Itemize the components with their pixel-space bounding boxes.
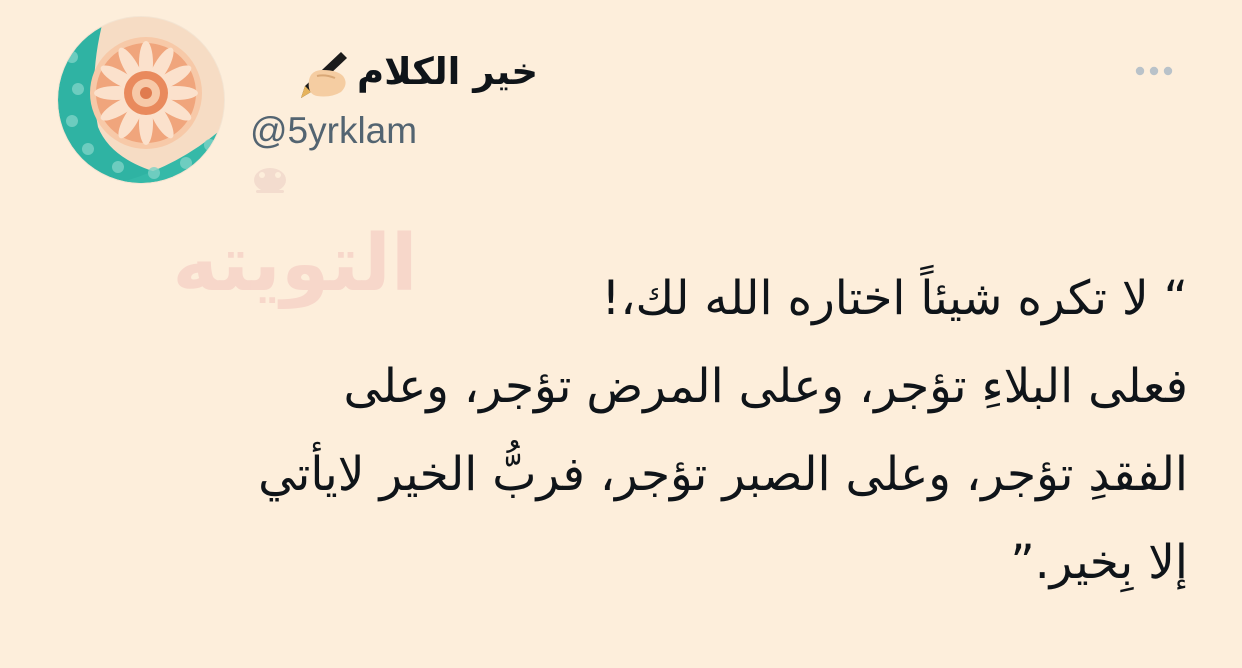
mandala-avatar-icon (58, 17, 224, 183)
tweet-text-line: “ لا تكره شيئاً اختاره الله لك،! (601, 271, 1188, 326)
writing-hand-icon (291, 46, 351, 102)
display-name[interactable] (248, 42, 538, 102)
user-handle[interactable]: @5yrklam (250, 110, 418, 151)
svg-text:التويته: التويته (172, 219, 418, 309)
tweet-text-line: إلا بِخير.” (1010, 535, 1188, 590)
tweet-text-line: الفقدِ تؤجر، وعلى الصبر تؤجر، فربُّ الخير لايأتي (258, 447, 1188, 502)
more-options-icon (1126, 54, 1182, 88)
tweet-text (62, 255, 1188, 607)
display-name-text: خير الكلام (357, 50, 538, 93)
tweet-text-line: فعلى البلاءِ تؤجر، وعلى المرض تؤجر، وعلى (343, 359, 1188, 414)
more-options-button[interactable] (1126, 54, 1182, 88)
avatar[interactable] (58, 17, 224, 183)
